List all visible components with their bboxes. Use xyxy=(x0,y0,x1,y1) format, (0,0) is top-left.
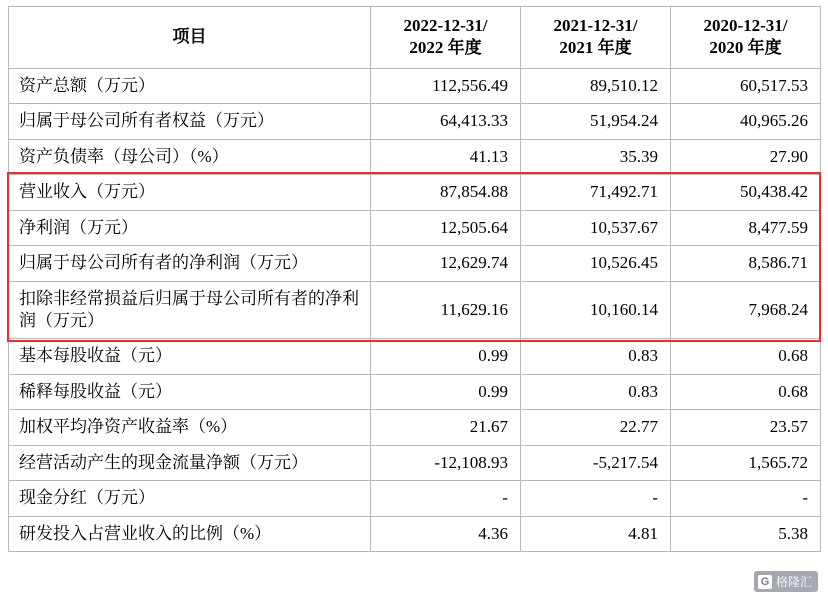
row-label: 现金分红（万元） xyxy=(9,481,371,516)
row-value-2022: 112,556.49 xyxy=(371,68,521,103)
row-value-2021: 35.39 xyxy=(521,139,671,174)
row-value-2021: 10,526.45 xyxy=(521,246,671,281)
row-value-2022: -12,108.93 xyxy=(371,445,521,480)
row-value-2020: 1,565.72 xyxy=(671,445,821,480)
table-header xyxy=(9,7,821,69)
column-header-2020-line1: 2020-12-31/ xyxy=(703,16,788,35)
row-label: 归属于母公司所有者权益（万元） xyxy=(9,104,371,139)
row-value-2022: 12,505.64 xyxy=(371,210,521,245)
column-header-item xyxy=(9,7,371,69)
financial-summary-table-container xyxy=(8,6,820,552)
row-label: 营业收入（万元） xyxy=(9,175,371,210)
row-value-2021: 4.81 xyxy=(521,516,671,551)
watermark-label: 格隆汇 xyxy=(775,575,812,589)
row-value-2022: 4.36 xyxy=(371,516,521,551)
row-value-2022: - xyxy=(371,481,521,516)
column-header-2021 xyxy=(521,7,671,69)
column-header-2020 xyxy=(671,7,821,69)
row-label: 资产总额（万元） xyxy=(9,68,371,103)
row-value-2021: 22.77 xyxy=(521,410,671,445)
table-row xyxy=(9,139,821,174)
row-value-2020: 8,477.59 xyxy=(671,210,821,245)
row-label: 研发投入占营业收入的比例（%） xyxy=(9,516,371,551)
row-label: 加权平均净资产收益率（%） xyxy=(9,410,371,445)
row-value-2022: 41.13 xyxy=(371,139,521,174)
financial-summary-table xyxy=(8,6,821,552)
row-value-2021: 0.83 xyxy=(521,339,671,374)
row-value-2020: 50,438.42 xyxy=(671,175,821,210)
row-value-2020: 8,586.71 xyxy=(671,246,821,281)
row-label: 扣除非经常损益后归属于母公司所有者的净利润（万元） xyxy=(9,281,371,339)
column-header-item-line1: 项目 xyxy=(172,27,207,47)
row-value-2021: 10,160.14 xyxy=(521,281,671,339)
table-row xyxy=(9,481,821,516)
table-row xyxy=(9,374,821,409)
table-header-row xyxy=(9,7,821,69)
table-row-highlighted xyxy=(9,281,821,339)
table-row xyxy=(9,104,821,139)
row-value-2021: 10,537.67 xyxy=(521,210,671,245)
row-label: 资产负债率（母公司）（%） xyxy=(9,139,371,174)
row-value-2020: 5.38 xyxy=(671,516,821,551)
row-value-2020: 7,968.24 xyxy=(671,281,821,339)
row-value-2020: 40,965.26 xyxy=(671,104,821,139)
row-value-2022: 87,854.88 xyxy=(371,175,521,210)
watermark xyxy=(754,571,818,592)
row-label: 净利润（万元） xyxy=(9,210,371,245)
row-value-2022: 64,413.33 xyxy=(371,104,521,139)
row-value-2021: -5,217.54 xyxy=(521,445,671,480)
row-value-2021: 51,954.24 xyxy=(521,104,671,139)
row-label: 稀释每股收益（元） xyxy=(9,374,371,409)
row-value-2021: 89,510.12 xyxy=(521,68,671,103)
table-body xyxy=(9,68,821,551)
row-label: 基本每股收益（元） xyxy=(9,339,371,374)
row-value-2020: 60,517.53 xyxy=(671,68,821,103)
table-row xyxy=(9,339,821,374)
row-label: 经营活动产生的现金流量净额（万元） xyxy=(9,445,371,480)
row-value-2021: 71,492.71 xyxy=(521,175,671,210)
column-header-2022 xyxy=(371,7,521,69)
row-value-2021: - xyxy=(521,481,671,516)
row-value-2021: 0.83 xyxy=(521,374,671,409)
column-header-2020-line2: 2020 年度 xyxy=(709,38,782,58)
row-value-2022: 21.67 xyxy=(371,410,521,445)
row-value-2022: 11,629.16 xyxy=(371,281,521,339)
row-value-2022: 12,629.74 xyxy=(371,246,521,281)
row-value-2020: 0.68 xyxy=(671,339,821,374)
table-row xyxy=(9,410,821,445)
column-header-2022-line2: 2022 年度 xyxy=(409,38,482,58)
column-header-2021-line1: 2021-12-31/ xyxy=(553,16,638,35)
column-header-2022-line1: 2022-12-31/ xyxy=(403,16,488,35)
row-value-2020: 23.57 xyxy=(671,410,821,445)
row-value-2020: 27.90 xyxy=(671,139,821,174)
row-value-2022: 0.99 xyxy=(371,339,521,374)
table-row-highlighted xyxy=(9,210,821,245)
table-row xyxy=(9,68,821,103)
row-value-2020: 0.68 xyxy=(671,374,821,409)
table-row-highlighted xyxy=(9,246,821,281)
watermark-logo-icon: G xyxy=(758,575,772,589)
table-row xyxy=(9,516,821,551)
row-value-2022: 0.99 xyxy=(371,374,521,409)
row-label: 归属于母公司所有者的净利润（万元） xyxy=(9,246,371,281)
row-value-2020: - xyxy=(671,481,821,516)
table-row xyxy=(9,445,821,480)
table-row-highlighted xyxy=(9,175,821,210)
column-header-2021-line2: 2021 年度 xyxy=(559,38,632,58)
